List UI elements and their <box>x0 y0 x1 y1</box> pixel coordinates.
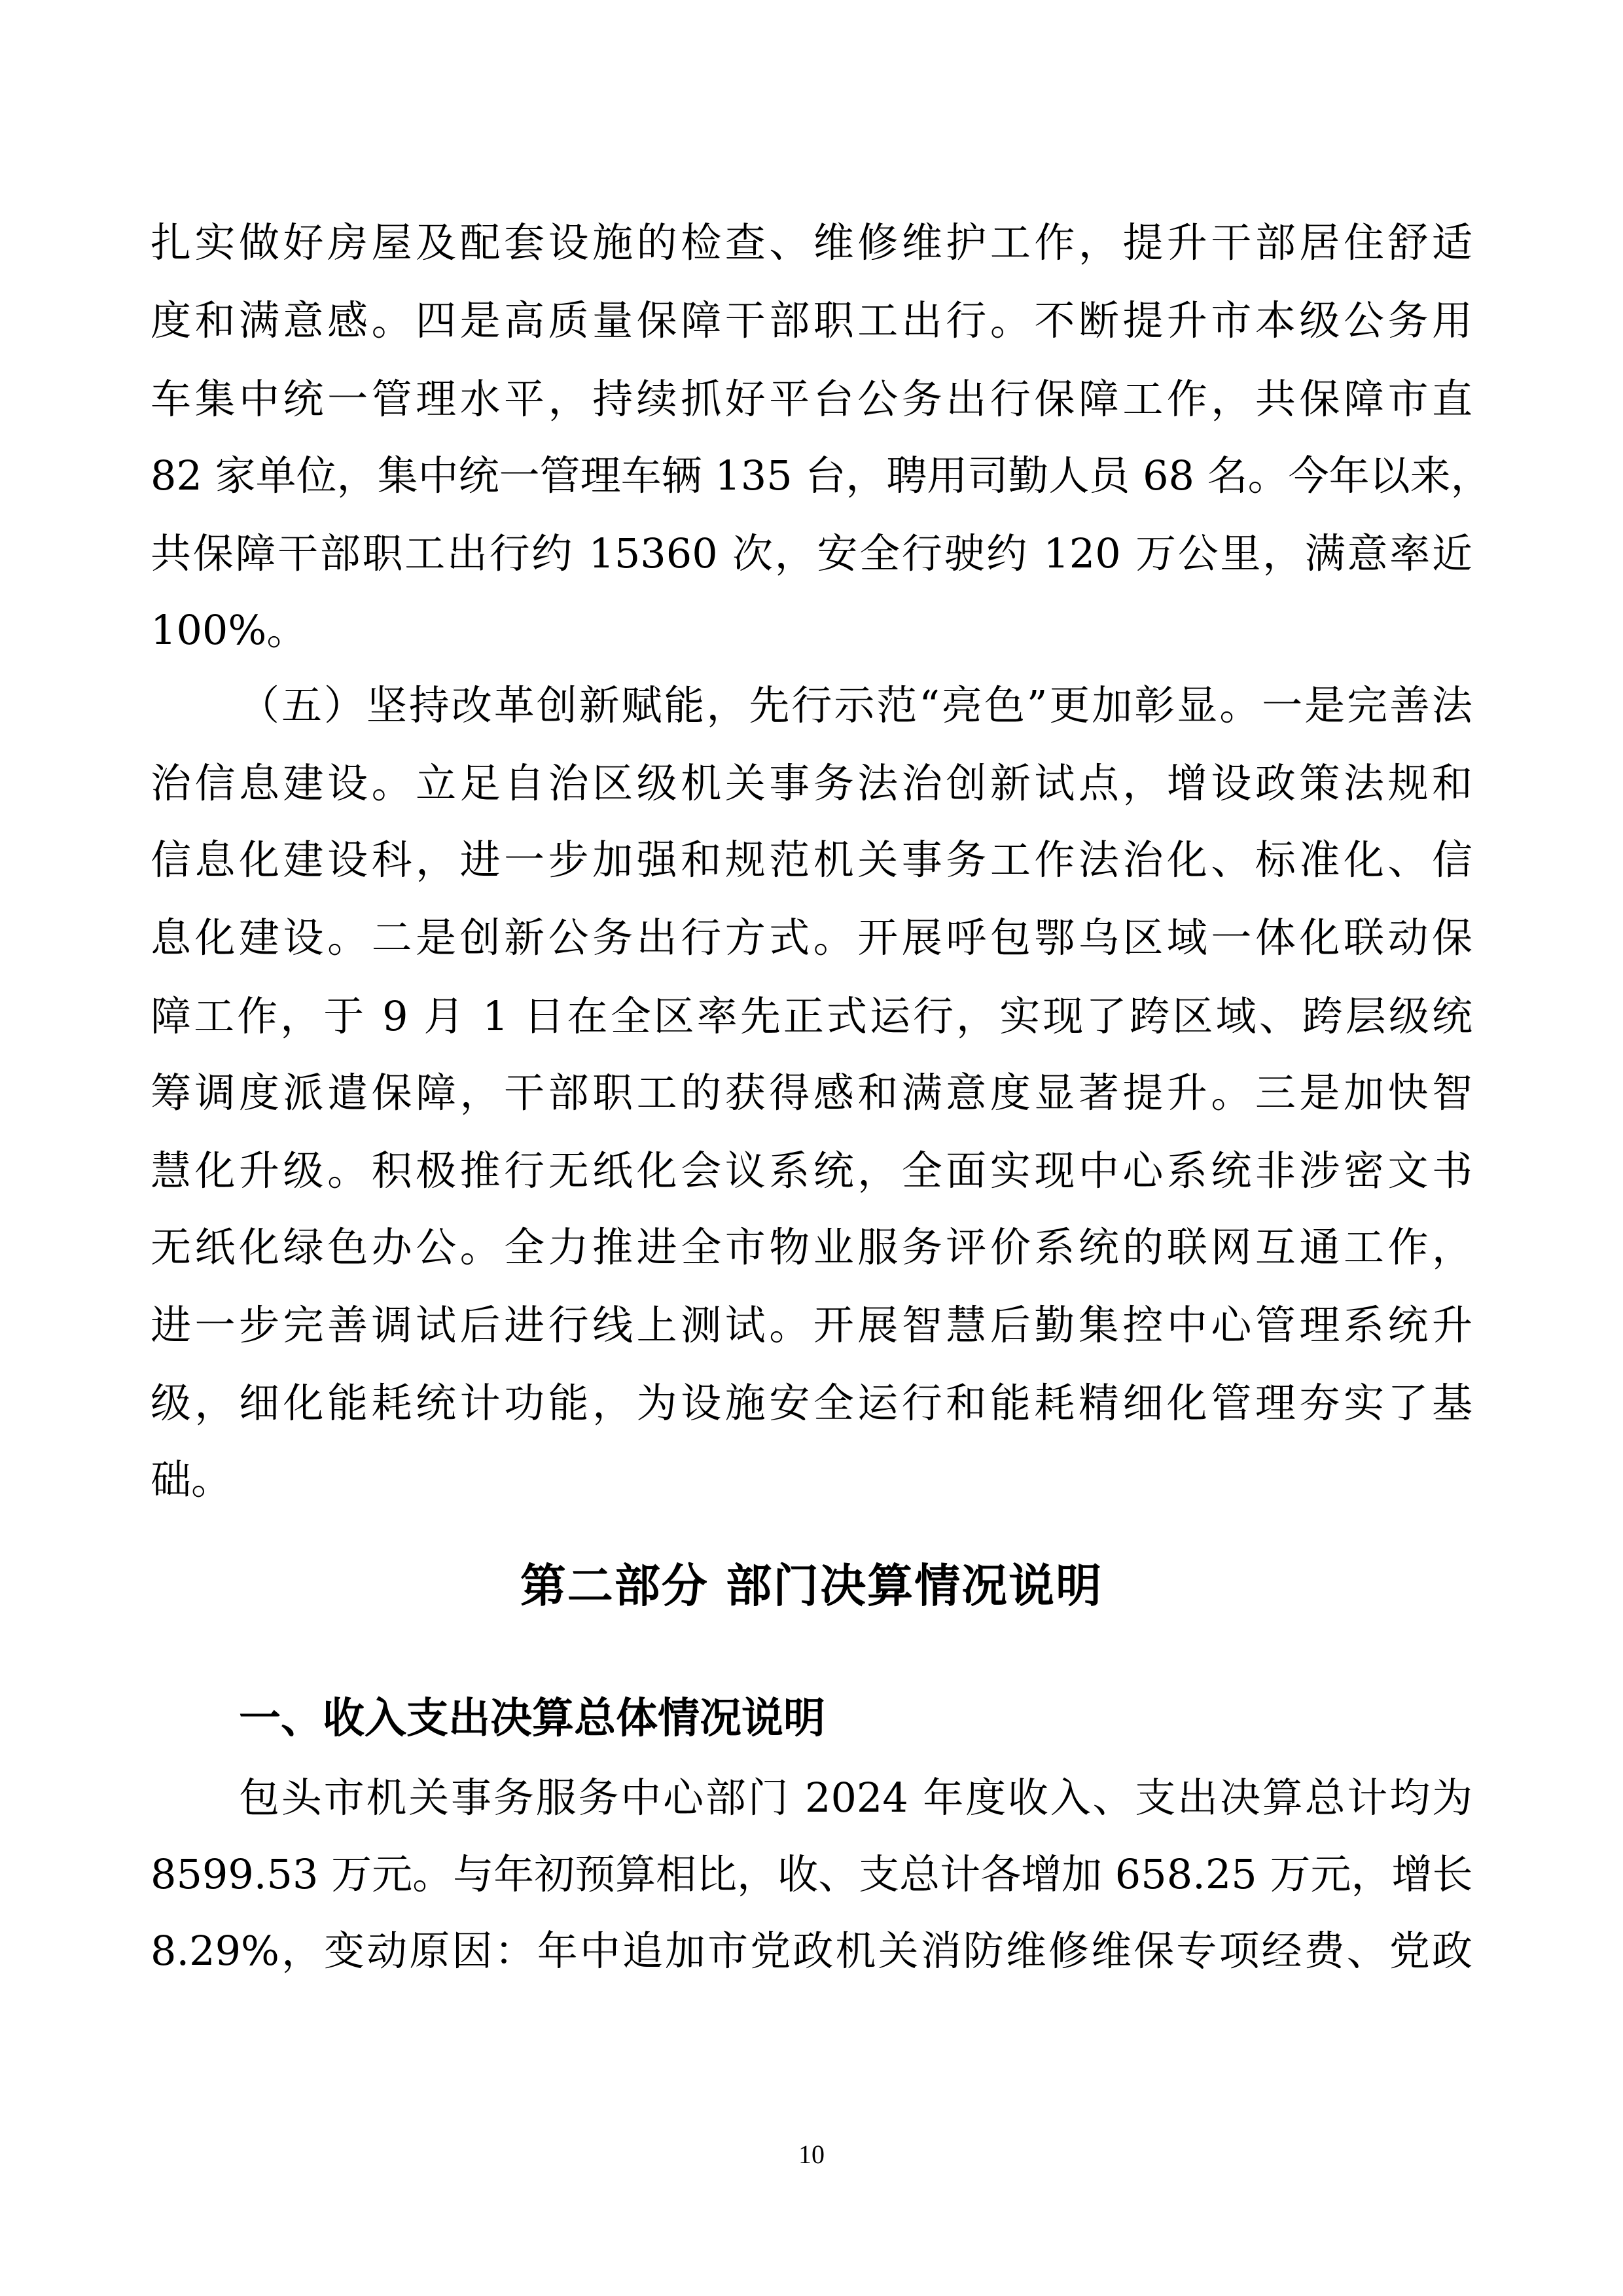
section-heading: 一、收入支出决算总体情况说明 <box>239 1695 825 1743</box>
text-line: 进一步完善调试后进行线上测试。开展智慧后勤集控中心管理系统升 <box>151 1301 1472 1349</box>
text-line: 治信息建设。立足自治区级机关事务法治创新试点，增设政策法规和 <box>151 759 1472 807</box>
page-number: 10 <box>798 2140 825 2169</box>
text-line: 共保障干部职工出行约 15360 次，安全行驶约 120 万公里，满意率近 <box>151 529 1472 577</box>
text-line: 包头市机关事务服务中心部门 2024 年度收入、支出决算总计均为 <box>239 1774 1472 1821</box>
text-line: 8599.53 万元。与年初预算相比，收、支总计各增加 658.25 万元，增长 <box>151 1850 1473 1898</box>
text-line: 82 家单位，集中统一管理车辆 135 台，聘用司勤人员 68 名。今年以来， <box>151 452 1491 499</box>
text-line: 扎实做好房屋及配套设施的检查、维修维护工作，提升干部居住舒适 <box>151 219 1472 266</box>
text-line: 信息化建设科，进一步加强和规范机关事务工作法治化、标准化、信 <box>151 836 1472 884</box>
part-title: 第二部分 部门决算情况说明 <box>520 1559 1103 1613</box>
text-line: 级，细化能耗统计功能，为设施安全运行和能耗精细化管理夯实了基 <box>151 1379 1472 1427</box>
text-line: 筹调度派遣保障，干部职工的获得感和满意度显著提升。三是加快智 <box>151 1069 1472 1117</box>
text-line: 无纸化绿色办公。全力推进全市物业服务评价系统的联网互通工作， <box>151 1223 1472 1271</box>
text-line: 慧化升级。积极推行无纸化会议系统，全面实现中心系统非涉密文书 <box>151 1147 1472 1194</box>
text-line: 础。 <box>151 1456 232 1503</box>
text-line: （五）坚持改革创新赋能，先行示范“亮色”更加彰显。一是完善法 <box>239 681 1472 729</box>
text-line: 度和满意感。四是高质量保障干部职工出行。不断提升市本级公务用 <box>151 296 1472 344</box>
text-line: 车集中统一管理水平，持续抓好平台公务出行保障工作，共保障市直 <box>151 375 1472 423</box>
text-line: 障工作，于 9 月 1 日在全区率先正式运行，实现了跨区域、跨层级统 <box>151 992 1472 1040</box>
text-line: 100%。 <box>151 606 308 654</box>
text-line: 8.29%，变动原因：年中追加市党政机关消防维修维保专项经费、党政 <box>151 1927 1472 1975</box>
text-line: 息化建设。二是创新公务出行方式。开展呼包鄂乌区域一体化联动保 <box>151 914 1472 961</box>
